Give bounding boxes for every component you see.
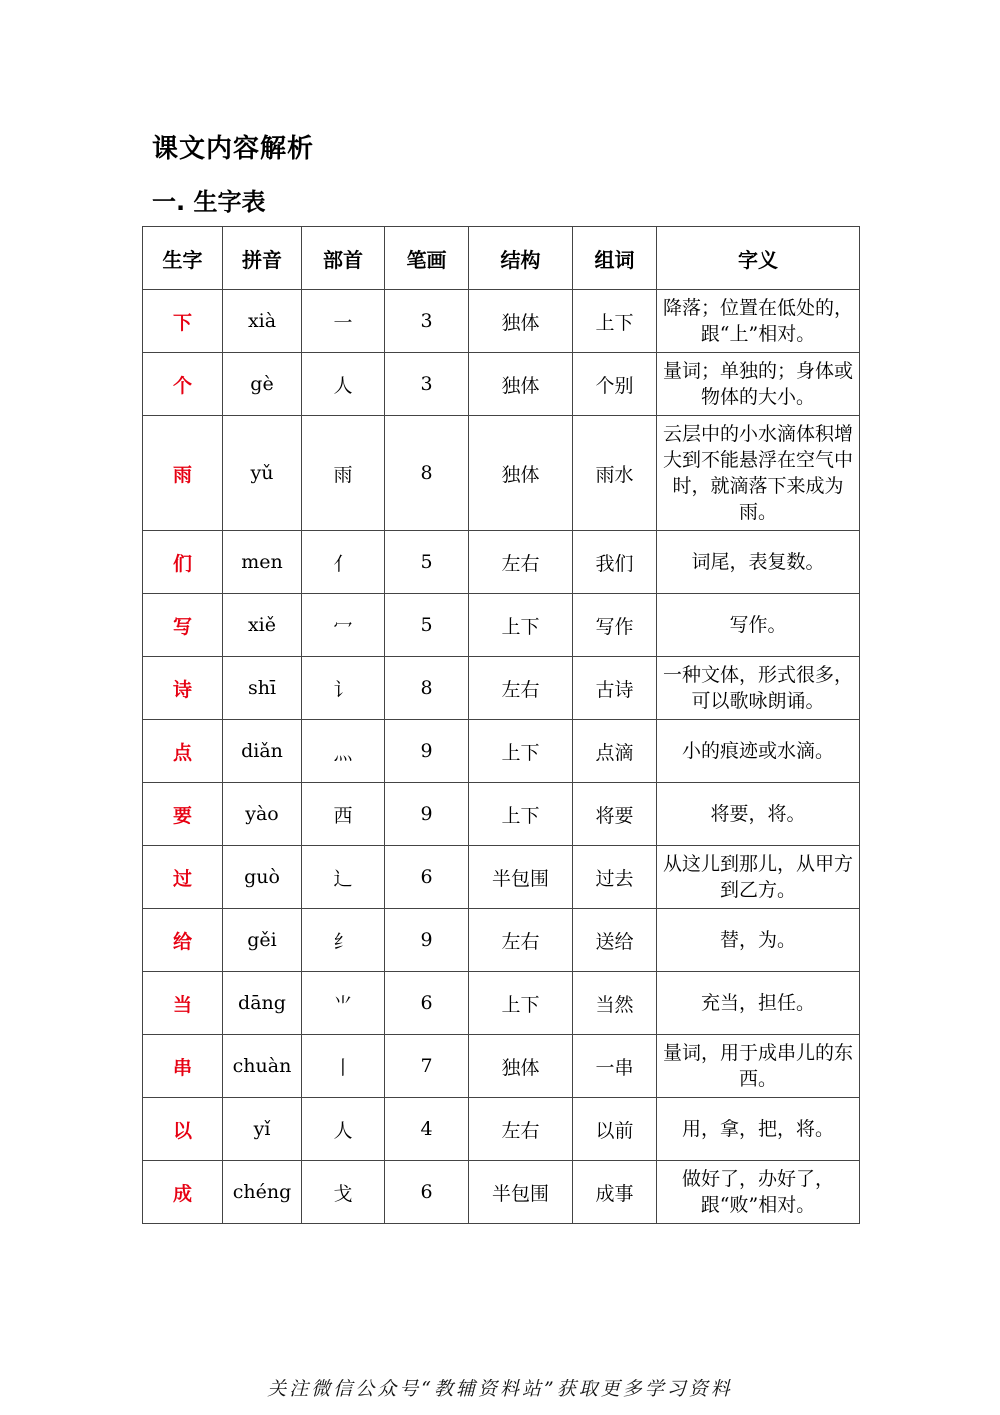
- radical-cell: 人: [302, 1098, 385, 1161]
- table-row: [143, 972, 860, 1035]
- table-header-row: [143, 227, 860, 290]
- radical-cell: 丨: [302, 1035, 385, 1098]
- meaning-cell: 充当，担任。: [657, 972, 860, 1035]
- table-row: [143, 720, 860, 783]
- structure-cell: 左右: [469, 531, 573, 594]
- char-cell: 们: [143, 531, 223, 594]
- meaning-cell: 云层中的小水滴体积增大到不能悬浮在空气中时，就滴落下来成为雨。: [657, 416, 860, 531]
- meaning-cell: 量词；单独的；身体或物体的大小。: [657, 353, 860, 416]
- meaning-cell: 写作。: [657, 594, 860, 657]
- radical-cell: 西: [302, 783, 385, 846]
- meaning-cell: 做好了，办好了，跟“败”相对。: [657, 1161, 860, 1224]
- char-cell: 过: [143, 846, 223, 909]
- meaning-cell: 将要，将。: [657, 783, 860, 846]
- strokes-cell: 5: [385, 531, 469, 594]
- table-row: [143, 1161, 860, 1224]
- word-cell: 一串: [573, 1035, 657, 1098]
- table-row: [143, 1098, 860, 1161]
- strokes-cell: 9: [385, 720, 469, 783]
- strokes-cell: 6: [385, 972, 469, 1035]
- structure-cell: 左右: [469, 657, 573, 720]
- header-radical: 部首: [302, 227, 385, 290]
- structure-cell: 半包围: [469, 846, 573, 909]
- pinyin-cell: xià: [223, 290, 302, 353]
- word-cell: 当然: [573, 972, 657, 1035]
- radical-cell: 亻: [302, 531, 385, 594]
- pinyin-cell: yǔ: [223, 416, 302, 531]
- word-cell: 以前: [573, 1098, 657, 1161]
- word-cell: 古诗: [573, 657, 657, 720]
- header-meaning: 字义: [657, 227, 860, 290]
- table-row: [143, 909, 860, 972]
- footer-note: 关注微信公众号“教辅资料站”获取更多学习资料: [267, 1378, 733, 1400]
- word-cell: 将要: [573, 783, 657, 846]
- radical-cell: 讠: [302, 657, 385, 720]
- structure-cell: 独体: [469, 416, 573, 531]
- structure-cell: 上下: [469, 972, 573, 1035]
- table-row: [143, 783, 860, 846]
- table-row: [143, 416, 860, 531]
- radical-cell: 戈: [302, 1161, 385, 1224]
- pinyin-cell: gěi: [223, 909, 302, 972]
- section-heading: 一. 生字表: [152, 188, 266, 216]
- meaning-cell: 用，拿，把，将。: [657, 1098, 860, 1161]
- radical-cell: 雨: [302, 416, 385, 531]
- pinyin-cell: shī: [223, 657, 302, 720]
- radical-cell: 灬: [302, 720, 385, 783]
- structure-cell: 独体: [469, 353, 573, 416]
- pinyin-cell: chuàn: [223, 1035, 302, 1098]
- strokes-cell: 9: [385, 909, 469, 972]
- char-cell: 写: [143, 594, 223, 657]
- char-cell: 下: [143, 290, 223, 353]
- table-row: [143, 353, 860, 416]
- pinyin-cell: men: [223, 531, 302, 594]
- strokes-cell: 4: [385, 1098, 469, 1161]
- table-row: [143, 531, 860, 594]
- header-structure: 结构: [469, 227, 573, 290]
- strokes-cell: 8: [385, 416, 469, 531]
- pinyin-cell: guò: [223, 846, 302, 909]
- page-title: 课文内容解析: [152, 134, 315, 164]
- header-word: 组词: [573, 227, 657, 290]
- meaning-cell: 小的痕迹或水滴。: [657, 720, 860, 783]
- structure-cell: 上下: [469, 720, 573, 783]
- pinyin-cell: yào: [223, 783, 302, 846]
- word-cell: 过去: [573, 846, 657, 909]
- strokes-cell: 3: [385, 290, 469, 353]
- word-cell: 我们: [573, 531, 657, 594]
- char-cell: 当: [143, 972, 223, 1035]
- table-body: [143, 290, 860, 1224]
- radical-cell: 冖: [302, 594, 385, 657]
- word-cell: 上下: [573, 290, 657, 353]
- meaning-cell: 降落；位置在低处的，跟“上”相对。: [657, 290, 860, 353]
- radical-cell: ⺌: [302, 972, 385, 1035]
- radical-cell: 人: [302, 353, 385, 416]
- pinyin-cell: dāng: [223, 972, 302, 1035]
- strokes-cell: 8: [385, 657, 469, 720]
- word-cell: 送给: [573, 909, 657, 972]
- strokes-cell: 3: [385, 353, 469, 416]
- table-row: [143, 290, 860, 353]
- char-cell: 点: [143, 720, 223, 783]
- strokes-cell: 7: [385, 1035, 469, 1098]
- char-cell: 以: [143, 1098, 223, 1161]
- char-cell: 串: [143, 1035, 223, 1098]
- structure-cell: 上下: [469, 594, 573, 657]
- char-cell: 个: [143, 353, 223, 416]
- structure-cell: 半包围: [469, 1161, 573, 1224]
- word-cell: 雨水: [573, 416, 657, 531]
- word-cell: 点滴: [573, 720, 657, 783]
- pinyin-cell: diǎn: [223, 720, 302, 783]
- strokes-cell: 5: [385, 594, 469, 657]
- table-row: [143, 594, 860, 657]
- structure-cell: 独体: [469, 290, 573, 353]
- char-cell: 雨: [143, 416, 223, 531]
- word-cell: 成事: [573, 1161, 657, 1224]
- strokes-cell: 6: [385, 846, 469, 909]
- char-cell: 要: [143, 783, 223, 846]
- strokes-cell: 9: [385, 783, 469, 846]
- pinyin-cell: yǐ: [223, 1098, 302, 1161]
- meaning-cell: 从这儿到那儿，从甲方到乙方。: [657, 846, 860, 909]
- char-cell: 成: [143, 1161, 223, 1224]
- character-table: [142, 226, 860, 1224]
- structure-cell: 左右: [469, 909, 573, 972]
- header-char: 生字: [143, 227, 223, 290]
- structure-cell: 上下: [469, 783, 573, 846]
- table-row: [143, 657, 860, 720]
- pinyin-cell: gè: [223, 353, 302, 416]
- strokes-cell: 6: [385, 1161, 469, 1224]
- pinyin-cell: xiě: [223, 594, 302, 657]
- table-row: [143, 1035, 860, 1098]
- char-cell: 诗: [143, 657, 223, 720]
- header-pinyin: 拼音: [223, 227, 302, 290]
- meaning-cell: 词尾，表复数。: [657, 531, 860, 594]
- radical-cell: 纟: [302, 909, 385, 972]
- header-strokes: 笔画: [385, 227, 469, 290]
- word-cell: 个别: [573, 353, 657, 416]
- word-cell: 写作: [573, 594, 657, 657]
- radical-cell: 一: [302, 290, 385, 353]
- meaning-cell: 替，为。: [657, 909, 860, 972]
- meaning-cell: 一种文体，形式很多，可以歌咏朗诵。: [657, 657, 860, 720]
- meaning-cell: 量词，用于成串儿的东西。: [657, 1035, 860, 1098]
- pinyin-cell: chéng: [223, 1161, 302, 1224]
- structure-cell: 左右: [469, 1098, 573, 1161]
- radical-cell: 辶: [302, 846, 385, 909]
- structure-cell: 独体: [469, 1035, 573, 1098]
- table-row: [143, 846, 860, 909]
- char-cell: 给: [143, 909, 223, 972]
